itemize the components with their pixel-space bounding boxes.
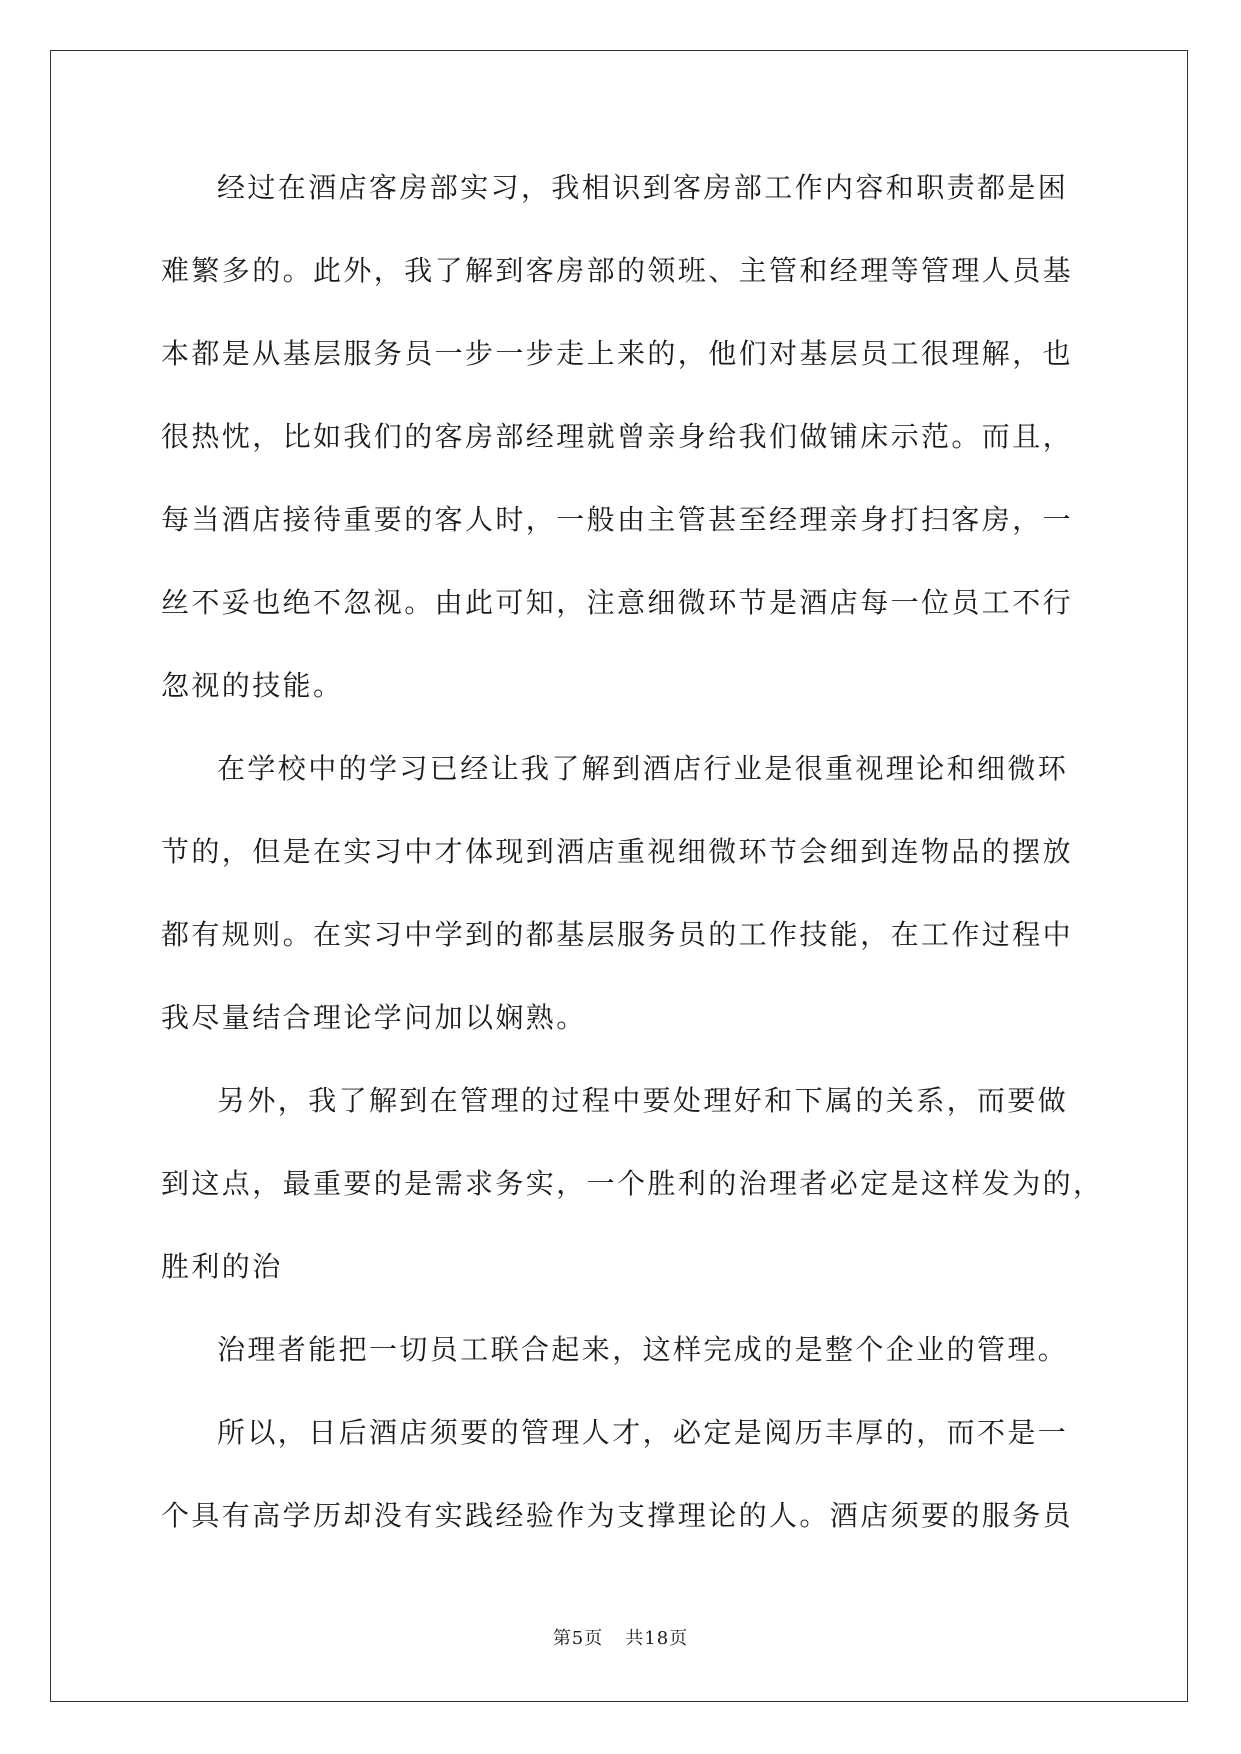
text-line: 另外，我了解到在管理的过程中要处理好和下属的关系，而要做 — [217, 1084, 1069, 1117]
paragraph — [161, 1073, 1104, 1322]
total-page-count: 共18页 — [625, 1628, 689, 1649]
text-line: 胜利的治 — [161, 1250, 283, 1283]
text-line: 我尽量结合理论学问加以娴熟。 — [161, 1001, 587, 1034]
page-footer — [0, 1624, 1241, 1650]
text-line: 节的，但是在实习中才体现到酒店重视细微环节会细到连物品的摆放 — [161, 835, 1074, 868]
text-line: 每当酒店接待重要的客人时，一般由主管甚至经理亲身打扫客房，一 — [161, 503, 1074, 536]
text-line: 本都是从基层服务员一步一步走上来的，他们对基层员工很理解，也 — [161, 337, 1074, 370]
text-line: 难繁多的。此外，我了解到客房部的领班、主管和经理等管理人员基 — [161, 254, 1074, 287]
text-line: 所以，日后酒店须要的管理人才，必定是阅历丰厚的，而不是一 — [217, 1416, 1069, 1449]
paragraph — [161, 741, 1091, 1073]
current-page-number: 第5页 — [552, 1628, 604, 1649]
text-line: 很热忱，比如我们的客房部经理就曾亲身给我们做铺床示范。而且， — [161, 420, 1074, 453]
text-line: 忽视的技能。 — [161, 669, 344, 702]
paragraph — [161, 1322, 1091, 1405]
text-line: 个具有高学历却没有实践经验作为支撑理论的人。酒店须要的服务员 — [161, 1499, 1074, 1532]
text-line: 都有规则。在实习中学到的都基层服务员的工作技能，在工作过程中 — [161, 918, 1074, 951]
paragraph — [161, 160, 1091, 741]
text-line: 经过在酒店客房部实习，我相识到客房部工作内容和职责都是困 — [217, 171, 1069, 204]
text-line: 丝不妥也绝不忽视。由此可知，注意细微环节是酒店每一位员工不行 — [161, 586, 1074, 619]
text-line: 到这点，最重要的是需求务实，一个胜利的治理者必定是这样发为的， — [161, 1167, 1104, 1200]
text-line: 治理者能把一切员工联合起来，这样完成的是整个企业的管理。 — [217, 1333, 1069, 1366]
text-line: 在学校中的学习已经让我了解到酒店行业是很重视理论和细微环 — [217, 752, 1069, 785]
document-body — [161, 160, 1104, 1571]
paragraph — [161, 1405, 1091, 1571]
